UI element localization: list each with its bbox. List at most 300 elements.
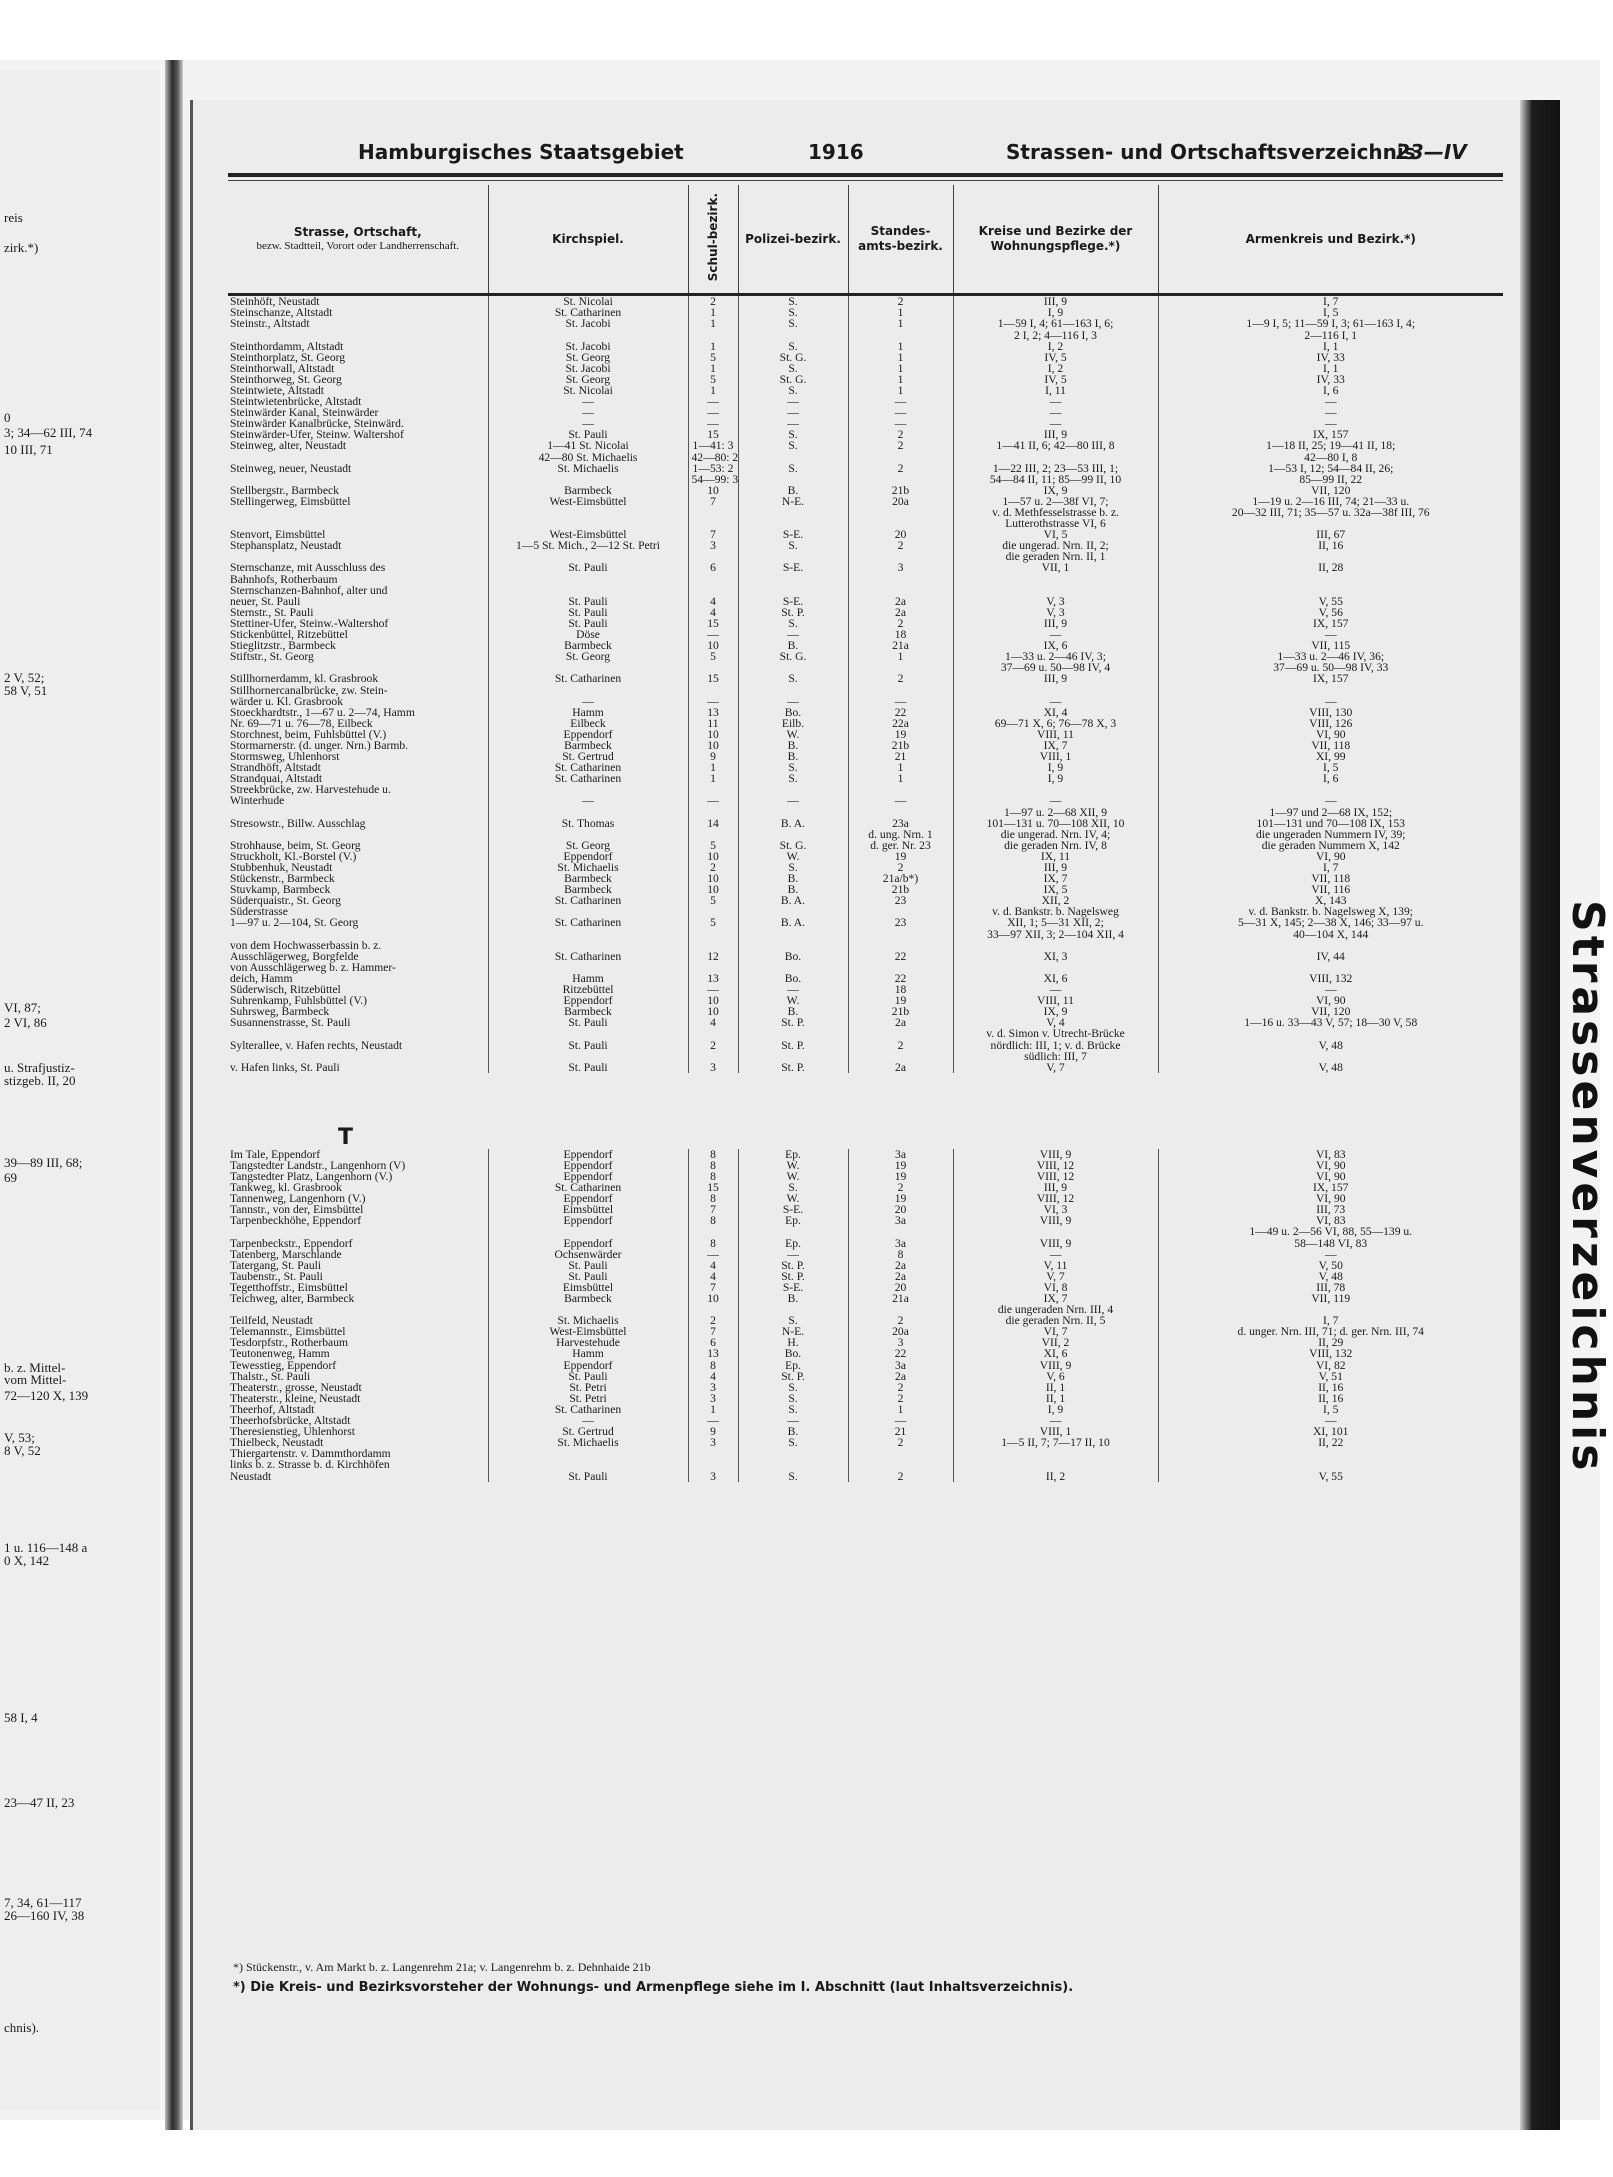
cell-street: Suhrsweg, Barmbeck [230, 1005, 330, 1019]
cell-registry: 22 [848, 951, 953, 962]
cell-housing: XI, 4 [953, 707, 1158, 718]
cell-parish: St. Catharinen [488, 673, 688, 684]
table-row [228, 507, 1503, 518]
table-row [228, 1393, 1503, 1404]
prev-page-fragment: zirk.*) [4, 240, 39, 255]
cell-street: Strohhause, beim, St. Georg [230, 838, 361, 852]
cell-school: 4 [688, 1260, 738, 1271]
cell-school: 9 [688, 1426, 738, 1437]
cell-police: B. [738, 1426, 848, 1437]
cell-parish: Barmbeck [488, 485, 688, 496]
cell-poor: — [1158, 418, 1503, 429]
cell-street: v. Hafen links, St. Pauli [230, 1060, 340, 1074]
table-row [228, 1415, 1503, 1426]
cell-registry: 3a [848, 1215, 953, 1226]
table-row [228, 295, 1503, 308]
cell-parish [488, 807, 688, 818]
cell-parish: Barmbeck [488, 873, 688, 884]
cell-police: B. [738, 740, 848, 751]
cell-police: W. [738, 1193, 848, 1204]
cell-school: 7 [688, 1282, 738, 1293]
cell-street [228, 929, 488, 940]
cell-police: — [738, 1249, 848, 1260]
table-row [228, 1017, 1503, 1028]
cell-housing: IX, 6 [953, 640, 1158, 651]
cell-police: S. [738, 1404, 848, 1415]
cell-housing: V, 7 [953, 1271, 1158, 1282]
cell-school: 4 [688, 596, 738, 607]
cell-police [738, 807, 848, 818]
cell-registry: 2 [848, 540, 953, 551]
cell-street: Tannstr., von der, Eimsbüttel [230, 1203, 364, 1217]
cell-registry [848, 507, 953, 518]
table-row [228, 751, 1503, 762]
cell-street: von Ausschlägerweg b. z. Hammer- [230, 960, 396, 974]
cell-police [738, 452, 848, 463]
table-row [228, 917, 1503, 928]
cell-parish: Barmbeck [488, 884, 688, 895]
cell-school: 13 [688, 973, 738, 984]
cell-police: S. [738, 318, 848, 329]
cell-poor: V, 56 [1158, 607, 1503, 618]
cell-parish: Eppendorf [488, 851, 688, 862]
cell-poor: 37—69 u. 50—98 IV, 33 [1158, 662, 1503, 673]
table-row [228, 352, 1503, 363]
cell-poor: — [1158, 1249, 1503, 1260]
cell-parish: St. Pauli [488, 1260, 688, 1271]
cell-poor: V, 51 [1158, 1371, 1503, 1382]
cell-police: W. [738, 729, 848, 740]
cell-housing: — [953, 629, 1158, 640]
cell-street: Tarpenbeckhöhe, Eppendorf [230, 1214, 362, 1228]
cell-registry: 19 [848, 729, 953, 740]
cell-housing: VII, 1 [953, 562, 1158, 573]
street-directory-table [228, 185, 1503, 1482]
table-row [228, 540, 1503, 551]
cell-parish: St. Nicolai [488, 385, 688, 396]
cell-school: — [688, 629, 738, 640]
table-row [228, 773, 1503, 784]
cell-parish: St. Michaelis [488, 862, 688, 873]
cell-poor: 58—148 VI, 83 [1158, 1238, 1503, 1249]
cell-police: St. G. [738, 840, 848, 851]
cell-poor: — [1158, 407, 1503, 418]
cell-registry: 22a [848, 718, 953, 729]
cell-school: 15 [688, 1182, 738, 1193]
cell-school: 2 [688, 862, 738, 873]
cell-registry: 2 [848, 1471, 953, 1482]
cell-registry: 21a [848, 1293, 953, 1304]
cell-registry: 23a [848, 818, 953, 829]
table-row [228, 807, 1503, 818]
table-row [228, 940, 1503, 951]
cell-housing: VIII, 12 [953, 1171, 1158, 1182]
cell-school: 1 [688, 318, 738, 329]
cell-street: Stieglitzstr., Barmbeck [230, 639, 336, 653]
table-row [228, 562, 1503, 573]
cell-housing: III, 9 [953, 862, 1158, 873]
cell-registry [848, 452, 953, 463]
cell-street: Susannenstrasse, St. Pauli [230, 1016, 351, 1030]
book-spine [165, 60, 183, 2130]
cell-school [688, 574, 738, 585]
cell-police: S-E. [738, 529, 848, 540]
cell-school: 8 [688, 1215, 738, 1226]
cell-poor: d. unger. Nrn. III, 71; d. ger. Nrn. III, 74 [1158, 1326, 1503, 1337]
cell-housing: II, 1 [953, 1382, 1158, 1393]
cell-school: 10 [688, 729, 738, 740]
col-header-school-district: Schul-bezirk. [688, 185, 738, 295]
cell-street: Theerhofsbrücke, Altstadt [230, 1414, 351, 1428]
cell-parish: — [488, 396, 688, 407]
table-row [228, 1459, 1503, 1470]
cell-street: Süderstrasse [230, 905, 288, 919]
cell-housing: V, 4 [953, 1017, 1158, 1028]
cell-school: 10 [688, 1006, 738, 1017]
prev-page-fragment: 1 u. 116—148 a [4, 1540, 88, 1555]
cell-registry: 22 [848, 707, 953, 718]
cell-registry: 20 [848, 1204, 953, 1215]
table-row [228, 1260, 1503, 1271]
header-page-number: 23—IV [1396, 140, 1467, 164]
cell-poor: III, 73 [1158, 1204, 1503, 1215]
cell-registry: 21b [848, 884, 953, 895]
cell-street: Tankweg, kl. Grasbrook [230, 1181, 342, 1195]
cell-street: Neustadt [230, 1469, 272, 1483]
cell-housing: III, 9 [953, 1182, 1158, 1193]
header-region: Hamburgisches Staatsgebiet [358, 140, 684, 164]
cell-poor: II, 22 [1158, 1437, 1503, 1448]
cell-street: Stellbergstr., Barmbeck [230, 483, 339, 497]
cell-registry [848, 1028, 953, 1039]
prev-page-fragment: 8 V, 52 [4, 1443, 41, 1458]
table-row [228, 1171, 1503, 1182]
cell-registry: 1 [848, 363, 953, 374]
cell-parish [488, 330, 688, 341]
cell-poor: IX, 157 [1158, 673, 1503, 684]
cell-parish: 1—5 St. Mich., 2—12 St. Petri [488, 540, 688, 551]
table-row [228, 1448, 1503, 1459]
cell-police: W. [738, 851, 848, 862]
cell-registry [848, 929, 953, 940]
cell-parish: St. Catharinen [488, 762, 688, 773]
cell-police: S. [738, 618, 848, 629]
cell-street: Tangstedter Landstr., Langenhorn (V) [230, 1158, 406, 1172]
cell-poor: VI, 90 [1158, 1193, 1503, 1204]
cell-street: Tesdorpfstr., Rotherbaum [230, 1336, 349, 1350]
cell-housing: 37—69 u. 50—98 IV, 4 [953, 662, 1158, 673]
cell-street: Stoeckhardtstr., 1—67 u. 2—74, Hamm [230, 705, 415, 719]
cell-poor: VII, 120 [1158, 485, 1503, 496]
cell-poor: VI, 82 [1158, 1360, 1503, 1371]
cell-police: Bo. [738, 973, 848, 984]
cell-street: Thiergartenstr. v. Dammthordamm [230, 1447, 391, 1461]
table-row [228, 1204, 1503, 1215]
cell-police: B. A. [738, 895, 848, 906]
cell-police: S-E. [738, 1282, 848, 1293]
table-row [228, 1404, 1503, 1415]
table-row [228, 673, 1503, 684]
cell-street: Stückenstr., Barmbeck [230, 872, 335, 886]
cell-school: — [688, 396, 738, 407]
cell-school: 10 [688, 851, 738, 862]
table-row [228, 374, 1503, 385]
table-row [228, 1160, 1503, 1171]
cell-registry: 2 [848, 1315, 953, 1326]
cell-police [738, 685, 848, 696]
cell-street: Tewesstieg, Eppendorf [230, 1358, 337, 1372]
cell-housing: XI, 3 [953, 951, 1158, 962]
cell-school [688, 1459, 738, 1470]
cell-parish [488, 507, 688, 518]
cell-street [228, 807, 488, 818]
prev-page-fragment: 3; 34—62 III, 74 [4, 425, 93, 440]
cell-school: 1—53: 2 [688, 463, 738, 474]
cell-police: H. [738, 1337, 848, 1348]
table-row [228, 1249, 1503, 1260]
cell-registry: 1 [848, 762, 953, 773]
cell-poor: XI, 101 [1158, 1426, 1503, 1437]
table-row [228, 418, 1503, 429]
cell-police: St. P. [738, 1260, 848, 1271]
cell-police: S. [738, 463, 848, 474]
cell-police: S. [738, 773, 848, 784]
cell-housing: IX, 7 [953, 1293, 1158, 1304]
cell-registry: 21b [848, 485, 953, 496]
cell-registry: 19 [848, 1160, 953, 1171]
cell-poor: VI, 83 [1158, 1149, 1503, 1160]
col-header-poor-relief: Armenkreis und Bezirk.*) [1158, 185, 1503, 295]
cell-housing [953, 1459, 1158, 1470]
prev-page-fragment: 72—120 X, 139 [4, 1388, 89, 1403]
cell-registry: 1 [848, 1404, 953, 1415]
cell-parish: Hamm [488, 973, 688, 984]
table-row [228, 1382, 1503, 1393]
cell-street: Taubenstr., St. Pauli [230, 1269, 323, 1283]
cell-poor: VIII, 132 [1158, 973, 1503, 984]
cell-school: 3 [688, 1062, 738, 1073]
cell-housing: VIII, 12 [953, 1193, 1158, 1204]
cell-parish: St. Pauli [488, 1471, 688, 1482]
table-row [228, 529, 1503, 540]
cell-housing: 1—22 III, 2; 23—53 III, 1; [953, 463, 1158, 474]
cell-street: Steinthordamm, Altstadt [230, 339, 344, 353]
cell-housing: VI, 5 [953, 529, 1158, 540]
cell-police: S. [738, 440, 848, 451]
table-row [228, 585, 1503, 596]
cell-poor: IX, 157 [1158, 429, 1503, 440]
cell-police: Ep. [738, 1360, 848, 1371]
cell-poor: 1—9 I, 5; 11—59 I, 3; 61—163 I, 4; [1158, 318, 1503, 329]
cell-police: S. [738, 295, 848, 308]
cell-registry: 21 [848, 1426, 953, 1437]
cell-parish: Barmbeck [488, 740, 688, 751]
prev-page-fragment: 58 V, 51 [4, 683, 48, 698]
cell-registry: 2 [848, 463, 953, 474]
cell-parish: Hamm [488, 1348, 688, 1359]
cell-street: Steinthorwall, Altstadt [230, 361, 335, 375]
cell-street: Storchnest, beim, Fuhlsbüttel (V.) [230, 727, 387, 741]
table-row [228, 341, 1503, 352]
cell-poor: VIII, 130 [1158, 707, 1503, 718]
cell-housing [953, 452, 1158, 463]
table-row [228, 851, 1503, 862]
cell-school: — [688, 1415, 738, 1426]
cell-housing: 1—97 u. 2—68 XII, 9 [953, 807, 1158, 818]
cell-poor: VI, 90 [1158, 729, 1503, 740]
cell-parish: St. Georg [488, 651, 688, 662]
table-row [228, 407, 1503, 418]
cell-parish: St. Pauli [488, 607, 688, 618]
cell-street: Tarpenbeckstr., Eppendorf [230, 1236, 353, 1250]
cell-poor: 85—99 II, 22 [1158, 474, 1503, 485]
cell-poor: I, 6 [1158, 385, 1503, 396]
cell-school [688, 507, 738, 518]
cell-police: W. [738, 1160, 848, 1171]
cell-parish: Barmbeck [488, 1006, 688, 1017]
cell-registry: 3a [848, 1360, 953, 1371]
cell-housing: V, 6 [953, 1371, 1158, 1382]
cell-street: Strandquai, Altstadt [230, 772, 323, 786]
cell-housing: IV, 5 [953, 374, 1158, 385]
cell-parish: Eppendorf [488, 1160, 688, 1171]
cell-housing: IX, 5 [953, 884, 1158, 895]
cell-school: — [688, 795, 738, 806]
cell-poor: 5—31 X, 145; 2—38 X, 146; 33—97 u. [1158, 917, 1503, 928]
cell-registry: 2 [848, 295, 953, 308]
cell-registry: 2 [848, 862, 953, 873]
cell-registry: 3a [848, 1238, 953, 1249]
cell-school: 8 [688, 1360, 738, 1371]
cell-housing: V, 3 [953, 596, 1158, 607]
cell-street: Bahnhofs, Rotherbaum [230, 572, 338, 586]
cell-poor: III, 78 [1158, 1282, 1503, 1293]
cell-police: St. P. [738, 1040, 848, 1051]
cell-police: St. G. [738, 374, 848, 385]
cell-school [688, 1226, 738, 1237]
cell-school: 8 [688, 1171, 738, 1182]
cell-street: Suhrenkamp, Fuhlsbüttel (V.) [230, 994, 367, 1008]
table-body [228, 295, 1503, 1482]
cell-police [738, 1226, 848, 1237]
cell-school: 42—80: 2 [688, 452, 738, 463]
table-row [228, 1293, 1503, 1304]
cell-registry: 2 [848, 618, 953, 629]
cell-parish: 1—41 St. Nicolai [488, 440, 688, 451]
cell-housing: die ungerad. Nrn. II, 2; [953, 540, 1158, 551]
cell-school: 15 [688, 673, 738, 684]
cell-street: Stenvort, Eimsbüttel [230, 528, 326, 542]
cell-housing: XII, 2 [953, 895, 1158, 906]
table-row [228, 518, 1503, 529]
cell-housing: VIII, 9 [953, 1215, 1158, 1226]
cell-registry: — [848, 795, 953, 806]
cell-registry: — [848, 396, 953, 407]
cell-poor: IV, 44 [1158, 951, 1503, 962]
cell-housing: 1—33 u. 2—46 IV, 3; [953, 651, 1158, 662]
footnote-stueckenstr: *) Stückenstr., v. Am Markt b. z. Langenrehm 21a; v. Langenrehm b. z. Dehnhaide 21b [233, 1960, 651, 1974]
cell-parish: St. Pauli [488, 1371, 688, 1382]
cell-registry: 21 [848, 751, 953, 762]
cell-street: Sternschanze, mit Ausschluss des [230, 561, 386, 575]
cell-parish: St. Pauli [488, 618, 688, 629]
cell-police: Ep. [738, 1149, 848, 1160]
cell-registry: 1 [848, 773, 953, 784]
cell-school: 1 [688, 762, 738, 773]
cell-street [228, 1028, 488, 1039]
cell-registry: — [848, 1415, 953, 1426]
prev-page-fragment: vom Mittel- [4, 1372, 67, 1387]
cell-school: 13 [688, 1348, 738, 1359]
cell-housing: — [953, 696, 1158, 707]
cell-parish: St. Thomas [488, 818, 688, 829]
cell-registry: 2a [848, 1260, 953, 1271]
cell-poor: — [1158, 984, 1503, 995]
cell-parish: St. Jacobi [488, 318, 688, 329]
cell-parish: Ritzebüttel [488, 984, 688, 995]
cell-street: Theerhof, Altstadt [230, 1402, 315, 1416]
cell-street: Stuvkamp, Barmbeck [230, 883, 331, 897]
cell-street: Tannenweg, Langenhorn (V.) [230, 1192, 366, 1206]
cell-parish: St. Gertrud [488, 751, 688, 762]
prev-page-fragment: 39—89 III, 68; [4, 1155, 83, 1170]
cell-school: 7 [688, 1326, 738, 1337]
cell-housing: II, 1 [953, 1393, 1158, 1404]
cell-poor: V, 50 [1158, 1260, 1503, 1271]
cell-parish: West-Eimsbüttel [488, 529, 688, 540]
table-row [228, 929, 1503, 940]
cell-street [228, 507, 488, 518]
cell-parish: Eppendorf [488, 1215, 688, 1226]
cell-registry: 8 [848, 1249, 953, 1260]
cell-school: 10 [688, 740, 738, 751]
prev-page-fragment: VI, 87; [4, 1000, 41, 1015]
cell-street: Im Tale, Eppendorf [230, 1147, 321, 1161]
cell-street: Tegetthoffstr., Eimsbüttel [230, 1280, 348, 1294]
cell-parish: West-Eimsbüttel [488, 496, 688, 507]
cell-police: B. [738, 873, 848, 884]
cell-school: 2 [688, 295, 738, 308]
cell-school: 6 [688, 1337, 738, 1348]
cell-poor: 1—97 und 2—68 IX, 152; [1158, 807, 1503, 818]
cell-school: 10 [688, 873, 738, 884]
cell-housing: I, 9 [953, 1404, 1158, 1415]
cell-registry: 2a [848, 1017, 953, 1028]
cell-parish: — [488, 418, 688, 429]
table-row [228, 1437, 1503, 1448]
cell-poor: 101—131 und 70—108 IX, 153 [1158, 818, 1503, 829]
cell-school: 2 [688, 1315, 738, 1326]
prev-page-fragment: 0 [4, 410, 11, 425]
cell-school: — [688, 407, 738, 418]
cell-housing: — [953, 396, 1158, 407]
cell-street: Stresowstr., Billw. Ausschlag [230, 816, 366, 830]
cell-housing: VI, 8 [953, 1282, 1158, 1293]
cell-housing: VII, 2 [953, 1337, 1158, 1348]
cell-poor: VI, 90 [1158, 851, 1503, 862]
cell-school [688, 1448, 738, 1459]
prev-page-fragment: reis [4, 210, 23, 225]
cell-poor: I, 1 [1158, 363, 1503, 374]
cell-police: S. [738, 762, 848, 773]
cell-poor: 40—104 X, 144 [1158, 929, 1503, 940]
cell-poor [1158, 574, 1503, 585]
prev-page-fragment: stizgeb. II, 20 [4, 1073, 76, 1088]
cell-registry: 21a [848, 640, 953, 651]
cell-poor: VII, 120 [1158, 1006, 1503, 1017]
header-rule-thin [228, 180, 1503, 181]
cell-housing: I, 11 [953, 385, 1158, 396]
